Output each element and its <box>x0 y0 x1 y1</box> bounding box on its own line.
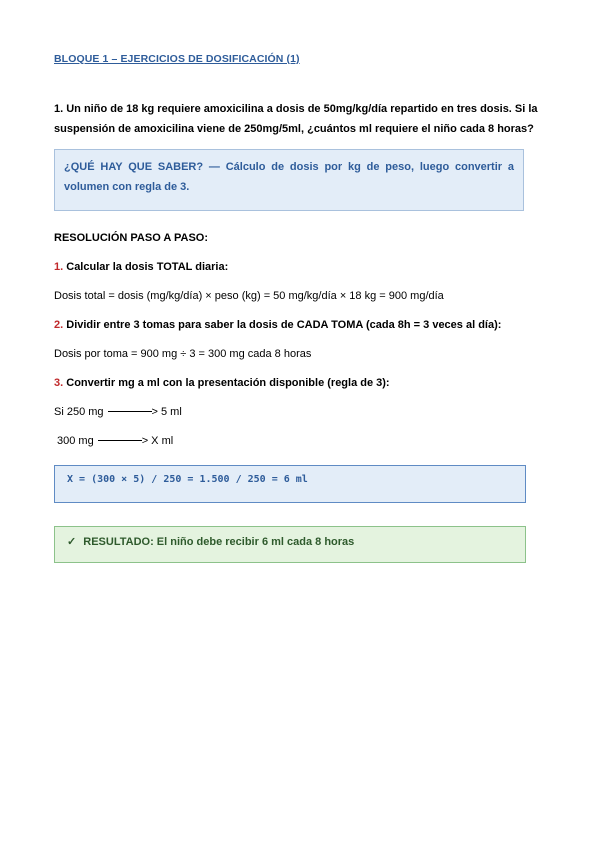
result-box <box>54 526 526 563</box>
rule-left: 300 mg <box>57 435 94 447</box>
step-label: Dividir entre 3 tomas para saber la dosis de CADA TOMA (cada 8h = 3 veces al día): <box>66 319 502 331</box>
rule-line-2 <box>57 435 173 447</box>
rule-line-1 <box>54 406 182 418</box>
arrow-line <box>108 411 152 412</box>
step-1 <box>54 261 228 273</box>
step-3 <box>54 377 390 389</box>
info-box: ¿QUÉ HAY QUE SABER? — Cálculo de dosis por kg de peso, luego convertir a volumen con regla de 3. <box>54 149 524 211</box>
resolution-heading: RESOLUCIÓN PASO A PASO: <box>54 232 209 244</box>
check-icon: ✓ <box>67 536 77 548</box>
step-number: 3. <box>54 377 64 389</box>
arrow-line <box>98 440 142 441</box>
formula-box: X = (300 × 5) / 250 = 1.500 / 250 = 6 ml <box>54 465 526 503</box>
result-text: RESULTADO: El niño debe recibir 6 ml cada 8 horas <box>83 536 355 548</box>
step-2 <box>54 319 501 331</box>
rule-right: > X ml <box>141 435 174 447</box>
rule-left: Si 250 mg <box>54 406 104 418</box>
page-title: BLOQUE 1 – EJERCICIOS DE DOSIFICACIÓN (1) <box>54 53 300 65</box>
step-number: 2. <box>54 319 64 331</box>
rule-right: > 5 ml <box>151 406 182 418</box>
step-2-detail: Dosis por toma = 900 mg ÷ 3 = 300 mg cada 8 horas <box>54 348 312 360</box>
step-label: Convertir mg a ml con la presentación disponible (regla de 3): <box>66 377 390 389</box>
step-1-detail: Dosis total = dosis (mg/kg/día) × peso (kg) = 50 mg/kg/día × 18 kg = 900 mg/día <box>54 290 444 302</box>
step-number: 1. <box>54 261 64 273</box>
step-label: Calcular la dosis TOTAL diaria: <box>66 261 229 273</box>
question-text: 1. Un niño de 18 kg requiere amoxicilina a dosis de 50mg/kg/día repartido en tres dosis. Si la suspensión de amoxicilina viene de 250mg/5ml, ¿cuántos ml requiere el niño cada 8 horas? <box>54 103 538 135</box>
